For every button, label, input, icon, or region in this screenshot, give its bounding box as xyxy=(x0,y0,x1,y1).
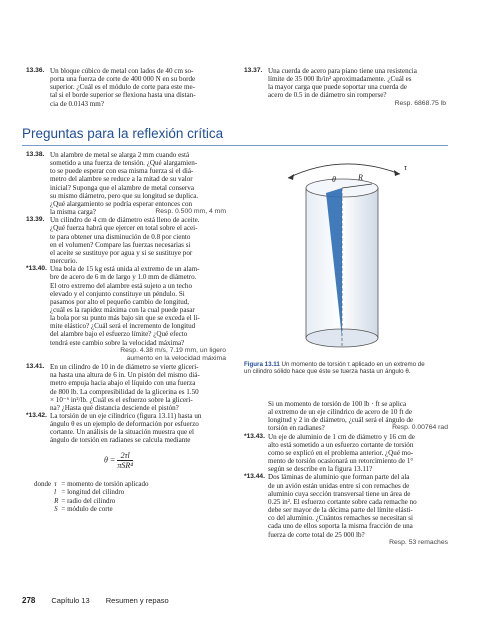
text-line: como se explicó en el problema anterior. ¿Qué mo- xyxy=(268,448,414,457)
formula-fraction xyxy=(117,451,133,470)
problem-13-41 xyxy=(26,363,226,412)
text-line: de un avión están unidas entre sí con remaches de xyxy=(268,481,410,490)
label-theta: θ xyxy=(332,175,336,184)
text-line: al extremo de un eje cilíndrico de acero de 10 ft de xyxy=(268,408,412,417)
text-line: metro empuja hacia abajo el líquido con una fuerza xyxy=(50,379,196,388)
text-line: bre de acero de 6 m de largo y 1.0 mm de diámetro. xyxy=(50,273,197,282)
text-line: elevado y el conjunto constituye un péndulo. Si xyxy=(50,289,185,298)
text-line: de 800 lb. La compresibilidad de la glicerina es 1.50 xyxy=(50,387,199,396)
torque-arc xyxy=(288,164,400,178)
text-line: ¿Qué alargamiento se podría esperar entonces con xyxy=(50,199,193,208)
problem-number: *13.40. xyxy=(26,265,47,273)
formula-lhs: θ = xyxy=(104,454,116,464)
torque-arrowhead xyxy=(394,170,400,176)
problem-number: *13.43. xyxy=(244,432,265,440)
caption-line xyxy=(244,361,450,368)
def-text: = longitud del cilindro xyxy=(61,488,125,497)
problem-13-44 xyxy=(244,473,448,538)
text-line: Una cuerda de acero para piano tiene una resistencia xyxy=(268,67,417,75)
problem-13-42-continued xyxy=(244,400,448,433)
problem-number: *13.44. xyxy=(244,473,265,481)
problem-13-36 xyxy=(26,67,226,108)
text-line: mento de torsión ocasionará un retorcimiento de 1° xyxy=(268,457,414,466)
last-line-with-answer xyxy=(268,424,448,432)
left-column xyxy=(26,151,226,514)
def-symbol: l xyxy=(54,488,57,497)
text-line: Si un momento de torsión de 100 lb · ft se aplica xyxy=(268,400,407,408)
text-line: la mayor carga que puede soportar una cuerda de xyxy=(268,83,407,92)
answer: Resp. 6868.75 lb xyxy=(394,99,446,107)
text-line: tendrá este cambio sobre la velocidad máxima? xyxy=(50,338,185,347)
text-line: sometido a una fuerza de tensión. ¿Qué alargamien- xyxy=(50,159,198,168)
page-footer xyxy=(22,596,169,605)
answer: aumento en la velocidad máxima xyxy=(126,354,226,362)
text-line: na? ¿Hasta qué distancia desciende el pistón? xyxy=(50,403,179,412)
caption-text: Un momento de torsión τ aplicado en un extremo de xyxy=(281,361,425,368)
page-number: 278 xyxy=(22,596,36,605)
text-line: la bola por su punto más bajo sin que se exceda el lí- xyxy=(50,314,200,323)
def-prefix xyxy=(34,488,54,497)
text-line: Un cilindro de 4 cm de diámetro está lleno de aceite. xyxy=(50,216,200,225)
label-radius: R xyxy=(358,173,363,182)
def-symbol: S xyxy=(54,505,58,514)
answer: Resp. 4.38 m/s, 7.19 mm, un ligero xyxy=(120,346,226,354)
text-line: del alambre bajo el esfuerzo límite? ¿Qué efecto xyxy=(50,330,188,339)
text-line: cada uno de ellos soporta la misma fracción de una xyxy=(268,522,413,531)
last-line-with-answer xyxy=(50,208,226,216)
text-line: su mismo diámetro, pero que su longitud se duplica. xyxy=(50,191,199,200)
problem-13-39 xyxy=(26,216,226,265)
text-line: torsión en radianes? xyxy=(268,424,325,433)
figure-caption xyxy=(244,361,450,375)
definition-row xyxy=(34,488,152,497)
text-line: ángulo θ es un ejemplo de deformación por esfuerzo xyxy=(50,420,199,429)
text-line: alto está sometido a un esfuerzo cortante de torsión xyxy=(268,440,414,449)
def-prefix: donde xyxy=(34,479,52,488)
text-line: co del aluminio. ¿Cuántos remaches se necesitan si xyxy=(268,514,413,523)
def-text: = radio del cilindro xyxy=(61,496,116,505)
torque-arrowhead xyxy=(288,174,294,180)
text-line: Dos láminas de aluminio que forman parte del ala xyxy=(268,473,410,482)
definition-row xyxy=(34,505,152,514)
text-line: te para obtener una disminución de 0.8 por ciento xyxy=(50,232,191,241)
answer: Resp. 0.00764 rad xyxy=(392,424,448,432)
section-label: Resumen y repaso xyxy=(105,596,169,605)
problem-number: 13.37. xyxy=(244,67,263,74)
problem-text xyxy=(244,67,446,100)
problem-number: *13.42. xyxy=(26,412,47,419)
answer: Resp. 0.500 mm, 4 mm xyxy=(155,208,226,216)
torsion-formula xyxy=(104,451,226,470)
text-line: na hasta una altura de 6 in. Un pistón del mismo diá- xyxy=(50,371,200,380)
def-symbol: R xyxy=(54,496,59,505)
problem-13-40 xyxy=(26,265,226,363)
def-text: = módulo de corte xyxy=(61,505,113,514)
caption-line: un cilindro sólido hace que éste se tuerza hasta un ángulo θ. xyxy=(244,368,411,376)
label-tau: τ xyxy=(404,163,407,172)
problem-number: 13.36. xyxy=(26,67,45,74)
right-column xyxy=(244,400,448,547)
text-line: metro del alambre se reduce a la mitad de su valor xyxy=(50,175,193,184)
text-line: 0.25 in². El esfuerzo cortante sobre cada remache no xyxy=(268,497,417,506)
text-line: en el volumen? Compare las fuerzas necesarias si xyxy=(50,240,191,249)
text-line: debe ser mayor de la décima parte del límite elásti- xyxy=(268,506,413,515)
problem-number: 13.41. xyxy=(26,363,45,371)
variable-definitions xyxy=(34,480,152,514)
problem-number: 13.39. xyxy=(26,216,45,224)
text-line: × 10⁻⁶ in²/lb. ¿Cuál es el esfuerzo sobre la gliceri- xyxy=(50,395,193,404)
text-line: inicial? Suponga que el alambre de metal conserva xyxy=(50,183,194,192)
text-line: según se describe en la figura 13.11? xyxy=(268,465,373,474)
text-line: ¿cuál es la rapidez máxima con la cual puede pasar xyxy=(50,305,195,314)
text-line: Una bola de 15 kg está unida al extremo de un alam- xyxy=(50,265,200,274)
text-line: pasamos por alto el pequeño cambio de longitud, xyxy=(50,297,190,306)
def-symbol: τ xyxy=(54,479,57,488)
text-line: superior. ¿Cuál es el módulo de corte para este me- xyxy=(50,83,195,92)
text-line: fuerza de corte total de 25 000 lb? xyxy=(268,530,365,539)
text-line: ángulo de torsión en radianes se calcula mediante xyxy=(50,436,191,445)
formula-denominator: πSR⁴ xyxy=(117,460,134,470)
chapter-label: Capítulo 13 xyxy=(51,596,90,605)
answer: Resp. 53 remaches xyxy=(389,538,448,546)
text-line: El otro extremo del alambre está sujeto a un techo xyxy=(50,281,193,290)
text-line: acero de 0.5 in de diámetro sin romperse? xyxy=(268,91,387,100)
text-line: La torsión de un eje cilíndrico (figura 13.11) hasta un xyxy=(50,412,202,420)
formula-numerator: 2τl xyxy=(120,450,130,460)
problem-number: 13.38. xyxy=(26,151,45,158)
problem-13-38 xyxy=(26,151,226,216)
text-line: el aceite se sustituye por agua y si se sustituye por xyxy=(50,248,193,257)
text-line: tal si el borde superior se flexiona hasta una distan- xyxy=(50,91,196,100)
text-line: cia de 0.0143 mm? xyxy=(50,99,104,108)
problem-13-37 xyxy=(244,67,446,108)
text-line: Un bloque cúbico de metal con lados de 40 cm so- xyxy=(50,67,194,75)
text-line: Un alambre de metal se alarga 2 mm cuando está xyxy=(50,151,190,159)
figure-13-11-cylinder xyxy=(254,160,434,356)
text-line: ¿Qué fuerza habrá que ejercer en total sobre el acei- xyxy=(50,224,198,233)
text-line: longitud y 2 in de diámetro, ¿cuál será el ángulo de xyxy=(268,416,414,425)
def-prefix xyxy=(34,505,54,514)
def-text: = momento de torsión aplicado xyxy=(61,479,149,488)
text-line: cortante. Un análisis de la situación muestra que el xyxy=(50,428,194,437)
def-prefix xyxy=(34,497,54,506)
problem-text xyxy=(26,67,226,108)
section-rule xyxy=(22,145,448,146)
caption-label: Figura 13.11 xyxy=(244,361,280,368)
text-line: En un cilindro de 10 in de diámetro se vierte gliceri- xyxy=(50,363,199,372)
text-line: aluminio cuya sección transversal tiene un área de xyxy=(268,489,411,498)
text-line: mercurio. xyxy=(50,257,78,266)
definition-row xyxy=(34,480,152,489)
text-line: la misma carga? xyxy=(50,208,96,217)
section-title: Preguntas para la reflexión crítica xyxy=(22,126,224,141)
problem-13-42 xyxy=(26,412,226,445)
problem-13-43 xyxy=(244,433,448,474)
text-line: límite de 35 000 lb/in² aproximadamente. ¿Cuál es xyxy=(268,75,412,84)
text-line: to se puede esperar con esa misma fuerza si el diá- xyxy=(50,167,194,176)
definition-row xyxy=(34,497,152,506)
text-line: mite elástico? ¿Cuál será el incremento de longitud xyxy=(50,322,196,331)
text-line: porta una fuerza de corte de 400 000 N en su borde xyxy=(50,75,196,84)
text-line: Un eje de aluminio de 1 cm de diámetro y 16 cm de xyxy=(268,432,415,441)
